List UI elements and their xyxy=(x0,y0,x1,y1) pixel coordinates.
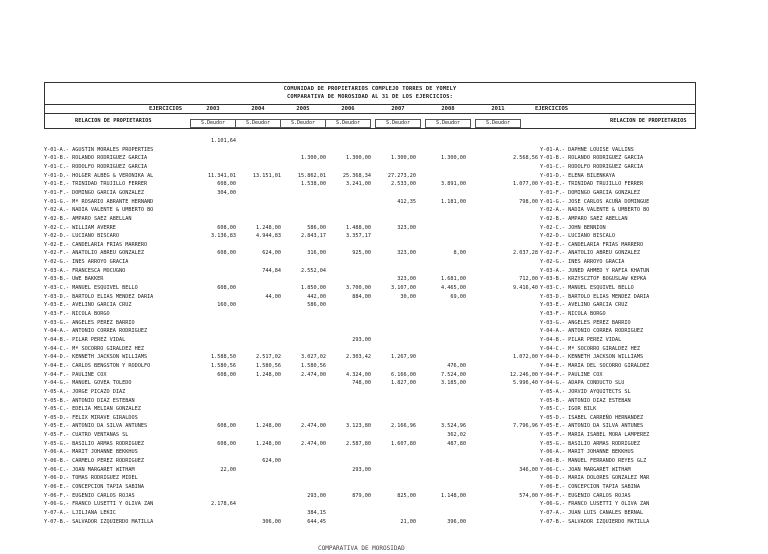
owner-name-right: Y-02-F.- ANATOLIO ABREU GONZALEZ xyxy=(540,250,640,257)
balance-cell: 3.136,83 xyxy=(211,233,236,240)
owner-name-right: Y-06-F.- EUGENIO CARLOS ROJAS xyxy=(540,492,631,499)
owner-name-left: Y-01-E.- TRINIDAD TRUJILLO FERRER xyxy=(44,181,148,188)
table-row xyxy=(0,354,768,361)
balance-cell: 1.580,56 xyxy=(211,362,236,369)
owner-name-left: Y-04-C.- Mª SOCORRO GIRALDEZ HEZ xyxy=(44,345,144,352)
balance-cell: 884,00 xyxy=(352,293,371,300)
balance-cell: 624,00 xyxy=(262,458,281,465)
owner-name-right: Y-02-A.- NADIA VALENTE & UMBERTO BO xyxy=(540,207,650,214)
owner-name-left: Y-03-A.- FRANCESCA MOCUGNO xyxy=(44,267,126,274)
balance-cell: 293,00 xyxy=(352,336,371,343)
owner-name-left: Y-02-C.- WILLIAM AVERRE xyxy=(44,224,116,231)
report-title: COMUNIDAD DE PROPIETARIOS COMPLEJO TORRES DE YOMELY xyxy=(283,86,457,92)
balance-cell: 3.123,80 xyxy=(346,423,371,430)
owner-name-right: Y-06-D.- MARIA DOLORES GONZALEZ MAR xyxy=(540,475,650,482)
table-row xyxy=(0,268,768,275)
owner-name-left: Y-06-G.- FRANCO LUSETTI Y OLIVA ZAN xyxy=(44,501,154,508)
owner-name-right: Y-02-C.- JOHN BENNION xyxy=(540,224,606,231)
owner-name-right: Y-01-F.- DOMINGO GARCIA GONZALEZ xyxy=(540,189,640,196)
owner-name-left: Y-05-C.- EDELIA MELIAN GONZALEZ xyxy=(44,406,141,413)
year-2006: 2006 xyxy=(341,105,355,112)
table-row xyxy=(0,320,768,327)
sdeudor-header: S.Deudor xyxy=(375,119,421,128)
owner-name-right: Y-07-A.- JUAN LUIS CANALES BERNAL xyxy=(540,509,644,516)
table-row xyxy=(0,510,768,517)
balance-cell: 1.827,00 xyxy=(391,380,416,387)
balance-cell-2011: 1.072,00 xyxy=(513,354,538,361)
owner-name-right: Y-03-B.- KRZYSCZTOF BOGUSLAW KEPKA xyxy=(540,276,647,283)
owner-name-right: Y-02-G.- INES ARROYO GRACIA xyxy=(540,259,625,266)
balance-cell: 362,02 xyxy=(447,432,466,439)
owner-name-right: Y-02-B.- AMPARO SAEZ ABELLAN xyxy=(540,215,628,222)
owner-name-right: Y-04-E.- MARIA DEL SOCORRO GIRALDEZ xyxy=(540,362,650,369)
balance-cell: 27.273,20 xyxy=(387,172,416,179)
balance-cell: 608,00 xyxy=(217,440,236,447)
balance-cell: 476,00 xyxy=(447,362,466,369)
balance-cell-2011: 12.246,00 xyxy=(509,371,538,378)
balance-cell: 1.101,64 xyxy=(211,138,236,144)
table-row xyxy=(0,406,768,413)
balance-cell: 608,00 xyxy=(217,285,236,292)
owner-name-left: Y-05-D.- FELIX MIRAVE GIRALDOS xyxy=(44,414,138,421)
ejercicios-label-right: EJERCICIOS xyxy=(535,105,569,112)
owner-name-left: Y-02-E.- CANDELARIA FRIAS MARRERO xyxy=(44,241,148,248)
owner-name-left: Y-03-C.- MANUEL ESQUIVEL BELLO xyxy=(44,285,138,292)
balance-cell: 1.580,56 xyxy=(301,362,326,369)
owner-name-right: Y-03-E.- AVELINO GARCIA CRUZ xyxy=(540,302,628,309)
table-row xyxy=(0,190,768,197)
table-row xyxy=(0,519,768,526)
balance-cell-2011: 2.037,28 xyxy=(513,250,538,257)
year-2005: 2005 xyxy=(296,105,310,112)
owner-name-left: Y-03-B.- UWE BAKKER xyxy=(44,276,104,283)
table-row xyxy=(0,458,768,465)
balance-cell: 1.488,00 xyxy=(346,224,371,231)
balance-cell: 586,00 xyxy=(307,302,326,309)
owner-name-right: Y-03-A.- JUNED AHMED Y RAFIA KHATUN xyxy=(540,267,650,274)
balance-cell: 1.248,00 xyxy=(256,440,281,447)
owner-name-right: Y-05-A.- JORVID AYQUITECTS SL xyxy=(540,388,631,395)
owner-name-right: Y-03-C.- MANUEL ESQUIVEL BELLO xyxy=(540,285,634,292)
owner-name-right: Y-04-D.- KENNETH JACKSON WILLIAMS xyxy=(540,354,644,361)
owner-name-right: Y-01-E.- TRINIDAD TRUJILLO FERRER xyxy=(540,181,644,188)
table-row xyxy=(0,311,768,318)
table-row xyxy=(0,389,768,396)
owner-name-left: Y-01-C.- RODOLFO RODRIGUEZ GARCIA xyxy=(44,163,148,170)
balance-cell: 2.178,64 xyxy=(211,501,236,508)
balance-cell: 1.300,00 xyxy=(391,155,416,162)
balance-cell: 1.580,56 xyxy=(256,362,281,369)
report-subtitle: COMPARATIVA DE MOROSIDAD AL 31 DE LOS EJERCICIOS: xyxy=(286,94,454,100)
balance-cell: 748,00 xyxy=(352,380,371,387)
balance-cell-2011: 798,00 xyxy=(519,198,538,205)
owner-name-left: Y-06-D.- TOMAS RODRIGUEZ MIDEL xyxy=(44,475,138,482)
sdeudor-header: S.Deudor xyxy=(325,119,371,128)
sdeudor-header: S.Deudor xyxy=(475,119,521,128)
table-row xyxy=(0,415,768,422)
balance-cell: 3.891,00 xyxy=(441,181,466,188)
owner-name-left: Y-03-D.- BARTOLO ELIAS MENDEZ DARIA xyxy=(44,293,154,300)
balance-cell: 323,00 xyxy=(397,224,416,231)
balance-cell: 4.465,00 xyxy=(441,285,466,292)
balance-cell: 3.524,96 xyxy=(441,423,466,430)
table-row xyxy=(0,346,768,353)
relacion-label-right: RELACION DE PROPIETARIOS xyxy=(610,118,687,124)
owner-name-left: Y-04-F.- PAULINE COX xyxy=(44,371,107,378)
balance-cell: 7.524,00 xyxy=(441,371,466,378)
balance-cell: 3.357,17 xyxy=(346,233,371,240)
balance-cell: 293,00 xyxy=(352,466,371,473)
owner-name-left: Y-06-C.- JOAN MARGARET WITHAM xyxy=(44,466,135,473)
table-row xyxy=(0,294,768,301)
balance-cell: 608,00 xyxy=(217,423,236,430)
owner-name-left: Y-02-G.- INES ARROYO GRACIA xyxy=(44,259,129,266)
owner-name-right: Y-04-B.- PILAR PEREZ VIDAL xyxy=(540,336,622,343)
balance-cell: 608,00 xyxy=(217,371,236,378)
owner-name-right: Y-06-G.- FRANCO LUSETTI Y OLIVA ZAN xyxy=(540,501,650,508)
balance-cell: 644,45 xyxy=(307,518,326,525)
owner-name-left: Y-02-D.- LUCIANO BISCARO xyxy=(44,233,119,240)
owner-name-right: Y-05-F.- MARIA ISABEL MORA LAMPEREZ xyxy=(540,432,650,439)
owner-name-right: Y-05-C.- IGOR BILK xyxy=(540,406,597,413)
balance-cell-2011: 712,00 xyxy=(519,276,538,283)
year-2007: 2007 xyxy=(391,105,405,112)
sdeudor-header: S.Deudor xyxy=(280,119,326,128)
balance-cell: 3.241,00 xyxy=(346,181,371,188)
balance-cell: 3.700,00 xyxy=(346,285,371,292)
balance-cell: 25.368,34 xyxy=(342,172,371,179)
balance-cell: 412,35 xyxy=(397,198,416,205)
owner-name-left: Y-01-A.- AGUSTIN MORALES PROPERTIES xyxy=(44,146,154,153)
balance-cell: 21,00 xyxy=(400,518,416,525)
table-row xyxy=(0,328,768,335)
owner-name-left: Y-07-A.- LJILJANA LEKIC xyxy=(44,509,116,516)
balance-cell: 1.607,80 xyxy=(391,440,416,447)
table-row xyxy=(0,337,768,344)
owner-name-left: Y-05-G.- BASILIO ARMAS RODRIGUEZ xyxy=(44,440,144,447)
owner-name-left: Y-02-B.- AMPARO SAEZ ABELLAN xyxy=(44,215,132,222)
balance-cell-2011: 7.796,96 xyxy=(513,423,538,430)
table-row xyxy=(0,147,768,154)
owner-name-left: Y-04-E.- CARLOS BENGSTON Y RODOLFO xyxy=(44,362,151,369)
balance-cell: 2.474,00 xyxy=(301,371,326,378)
balance-cell: 1.300,00 xyxy=(301,155,326,162)
owner-name-left: Y-05-E.- ANTONIO DA SILVA ANTUNES xyxy=(44,423,148,430)
owner-name-right: Y-01-D.- ELENA BILENKAYA xyxy=(540,172,615,179)
sdeudor-header: S.Deudor xyxy=(425,119,471,128)
owner-name-left: Y-05-F.- CUATRO VENTANAS SL xyxy=(44,432,129,439)
owner-name-left: Y-03-F.- NICOLA BORGO xyxy=(44,311,110,317)
balance-cell: 586,00 xyxy=(307,224,326,231)
balance-cell: 22,00 xyxy=(220,466,236,473)
owner-name-left: Y-06-F.- EUGENIO CARLOS ROJAS xyxy=(44,492,135,499)
owner-name-right: Y-01-C.- RODOLFO RODRIGUEZ GARCIA xyxy=(540,163,644,170)
table-row xyxy=(0,372,768,379)
balance-cell-2011: 9.416,40 xyxy=(513,285,538,292)
balance-cell: 4.944,83 xyxy=(256,233,281,240)
table-row xyxy=(0,441,768,448)
balance-cell: 304,00 xyxy=(217,189,236,196)
report-header xyxy=(44,82,696,105)
owner-name-left: Y-06-B.- CARMELO PEREZ RODRIGUEZ xyxy=(44,458,144,465)
owner-name-right: Y-04-C.- Mª SOCORRO GIRALDEZ HEZ xyxy=(540,345,640,352)
balance-cell: 487,80 xyxy=(447,440,466,447)
table-row xyxy=(0,484,768,491)
table-row xyxy=(0,164,768,171)
owner-name-right: Y-07-B.- SALVADOR IZQUIERDO MATILLA xyxy=(540,518,650,525)
balance-cell-2011: 574,00 xyxy=(519,492,538,499)
year-2008: 2008 xyxy=(441,105,455,112)
balance-cell: 15.862,01 xyxy=(297,172,326,179)
owner-name-right: Y-04-F.- PAULINE COX xyxy=(540,371,603,378)
balance-cell: 608,00 xyxy=(217,250,236,257)
owner-name-right: Y-03-F.- NICOLA BORGO xyxy=(540,311,606,317)
owner-name-left: Y-05-B.- ANTONIO DIAZ ESTEBAN xyxy=(44,397,135,404)
owner-name-right: Y-04-G.- ADAPA CONDUCTO SLU xyxy=(540,380,625,387)
balance-cell: 879,00 xyxy=(352,492,371,499)
owner-name-right: Y-05-D.- ISABEL CARREÑO HERNANDEZ xyxy=(540,414,644,421)
balance-cell: 608,00 xyxy=(217,224,236,231)
table-row xyxy=(0,302,768,309)
balance-cell: 69,00 xyxy=(450,293,466,300)
balance-cell: 1.300,00 xyxy=(346,155,371,162)
owner-name-left: Y-01-G.- Mª ROSARIO ABRANTE HERNAND xyxy=(44,198,154,205)
balance-cell: 2.552,04 xyxy=(301,267,326,274)
balance-cell: 11.341,01 xyxy=(207,172,236,179)
owner-name-right: Y-06-A.- MARIT JOHANNE BEKKHUS xyxy=(540,449,634,456)
owner-name-left: Y-05-A.- JORGE PICAZO DIAZ xyxy=(44,388,126,395)
owner-name-right: Y-05-G.- BASILIO ARMAS RODRIGUEZ xyxy=(540,440,640,447)
owner-name-right: Y-01-B.- ROLANDO RODRIGUEZ GARCIA xyxy=(540,155,644,162)
owner-name-left: Y-01-D.- HOLGER ALBEG & VERONIKA AL xyxy=(44,172,154,179)
balance-cell-2011: 5.996,40 xyxy=(513,380,538,387)
balance-cell: 323,00 xyxy=(397,250,416,257)
balance-cell: 396,00 xyxy=(447,518,466,525)
table-row xyxy=(0,467,768,474)
balance-cell: 3.027,02 xyxy=(301,354,326,361)
owner-name-left: Y-03-E.- AVELINO GARCIA CRUZ xyxy=(44,302,132,309)
table-row xyxy=(0,475,768,482)
table-row xyxy=(0,285,768,292)
balance-cell-2011: 1.077,00 xyxy=(513,181,538,188)
table-row xyxy=(0,423,768,430)
table-row xyxy=(0,155,768,162)
balance-cell: 4.324,00 xyxy=(346,371,371,378)
table-row xyxy=(0,449,768,456)
owner-name-left: Y-04-G.- MANUEL GOVEA TOLEDO xyxy=(44,380,132,387)
balance-cell: 2.474,00 xyxy=(301,423,326,430)
table-row xyxy=(0,233,768,240)
owner-name-right: Y-06-B.- MANUEL FERRANDO REYES GLZ xyxy=(540,458,647,465)
table-row xyxy=(0,181,768,188)
owner-name-right: Y-03-G.- ANGELES PEREZ BARRIO xyxy=(540,319,631,326)
owner-name-left: Y-07-B.- SALVADOR IZQUIERDO MATILLA xyxy=(44,518,154,525)
table-row xyxy=(0,432,768,439)
balance-cell: 925,00 xyxy=(352,250,371,257)
owner-name-left: Y-01-F.- DOMINGO GARCIA GONZALEZ xyxy=(44,189,144,196)
owner-name-right: Y-05-E.- ANTONIO DA SILVA ANTUNES xyxy=(540,423,644,430)
balance-cell: 160,00 xyxy=(217,302,236,309)
balance-cell: 6.166,00 xyxy=(391,371,416,378)
owner-name-left: Y-06-A.- MARIT JOHANNE BEKKHUS xyxy=(44,449,138,456)
page-footer: COMPARATIVA DE MOROSIDAD xyxy=(318,545,405,552)
table-row xyxy=(0,501,768,508)
balance-cell: 3.107,00 xyxy=(391,285,416,292)
table-row xyxy=(0,380,768,387)
owner-name-left: Y-03-G.- ANGELES PEREZ BARRIO xyxy=(44,319,135,326)
balance-cell: 2.166,96 xyxy=(391,423,416,430)
balance-cell: 384,15 xyxy=(307,509,326,516)
balance-cell: 2.587,80 xyxy=(346,440,371,447)
table-row xyxy=(0,216,768,223)
balance-cell: 624,00 xyxy=(262,250,281,257)
relacion-label-left: RELACION DE PROPIETARIOS xyxy=(75,118,152,124)
table-row xyxy=(0,250,768,257)
owner-name-right: Y-01-A.- DAPHNE LOUISE VALLINS xyxy=(540,146,634,153)
balance-cell: 2.843,17 xyxy=(301,233,326,240)
table-row xyxy=(0,242,768,249)
owner-name-right: Y-06-E.- CONCEPCION TAPIA SABINA xyxy=(540,484,640,490)
owner-name-right: Y-02-D.- LUCIANO BISCALO xyxy=(540,233,615,240)
owner-name-right: Y-01-G.- JOSE CARLOS ACUÑA DOMINGUE xyxy=(540,198,650,205)
sdeudor-header: S.Deudor xyxy=(235,119,281,128)
balance-cell: 2.533,00 xyxy=(391,181,416,188)
table-row xyxy=(0,173,768,180)
balance-cell: 1.538,00 xyxy=(301,181,326,188)
table-row xyxy=(0,259,768,266)
owner-name-left: Y-01-B.- ROLANDO RODRIGUEZ GARCIA xyxy=(44,155,148,162)
table-row xyxy=(0,493,768,500)
table-row xyxy=(0,207,768,214)
owner-name-left: Y-02-F.- ANATOLIO ABREU GONZALEZ xyxy=(44,250,144,257)
balance-cell: 744,84 xyxy=(262,267,281,274)
balance-cell: 8,00 xyxy=(453,250,466,257)
balance-cell: 30,00 xyxy=(400,293,416,300)
balance-cell: 2.474,00 xyxy=(301,440,326,447)
balance-cell: 1.248,00 xyxy=(256,224,281,231)
table-row xyxy=(0,199,768,206)
balance-cell: 1.850,00 xyxy=(301,285,326,292)
year-2003: 2003 xyxy=(206,105,220,112)
balance-cell: 316,00 xyxy=(307,250,326,257)
owner-name-right: Y-03-D.- BARTOLO ELIAS MENDEZ DARIA xyxy=(540,293,650,300)
balance-cell: 442,00 xyxy=(307,293,326,300)
balance-cell: 2.517,02 xyxy=(256,354,281,361)
balance-cell: 825,00 xyxy=(397,492,416,499)
owner-name-right: Y-04-A.- ANTONIO CORREA RODRIGUEZ xyxy=(540,328,644,335)
balance-cell: 1.300,00 xyxy=(441,155,466,162)
balance-cell: 44,00 xyxy=(265,293,281,300)
owner-name-right: Y-06-C.- JOAN MARGARET WITHAM xyxy=(540,466,631,473)
balance-cell: 3.185,00 xyxy=(441,380,466,387)
balance-cell: 2.303,42 xyxy=(346,354,371,361)
balance-cell: 1.248,00 xyxy=(256,371,281,378)
balance-cell: 323,00 xyxy=(397,276,416,283)
balance-cell: 1.681,00 xyxy=(441,276,466,283)
balance-cell-2011: 346,00 xyxy=(519,466,538,473)
balance-cell: 1.181,00 xyxy=(441,198,466,205)
owner-name-right: Y-02-E.- CANDELARIA FRIAS MARRERO xyxy=(540,241,644,248)
owner-name-left: Y-04-D.- KENNETH JACKSON WILLIAMS xyxy=(44,354,148,361)
table-row xyxy=(0,276,768,283)
balance-cell: 1.248,00 xyxy=(256,423,281,430)
owner-name-left: Y-04-A.- ANTONIO CORREA RODRIGUEZ xyxy=(44,328,148,335)
sdeudor-header: S.Deudor xyxy=(190,119,236,128)
owner-name-right: Y-05-B.- ANTONIO DIAZ ESTEBAN xyxy=(540,397,631,404)
balance-cell: 306,00 xyxy=(262,518,281,525)
balance-cell: 1.588,50 xyxy=(211,354,236,361)
year-2004: 2004 xyxy=(251,105,265,112)
table-row xyxy=(0,398,768,405)
table-row xyxy=(0,363,768,370)
balance-cell: 13.151,01 xyxy=(252,172,281,179)
owner-name-left: Y-06-E.- CONCEPCION TAPIA SABINA xyxy=(44,484,144,490)
balance-cell: 1.267,90 xyxy=(391,354,416,361)
balance-cell: 293,00 xyxy=(307,492,326,499)
ejercicios-label-left: EJERCICIOS xyxy=(149,105,183,112)
year-2011: 2011 xyxy=(491,105,505,112)
balance-cell: 1.148,00 xyxy=(441,492,466,499)
balance-cell: 608,00 xyxy=(217,181,236,188)
table-row xyxy=(0,225,768,232)
owner-name-left: Y-02-A.- NADIA VALENTE & UMBERTO BO xyxy=(44,207,154,214)
owner-name-left: Y-04-B.- PILAR PEREZ VIDAL xyxy=(44,336,126,343)
balance-cell-2011: 2.568,56 xyxy=(513,155,538,162)
table-row xyxy=(0,138,768,145)
